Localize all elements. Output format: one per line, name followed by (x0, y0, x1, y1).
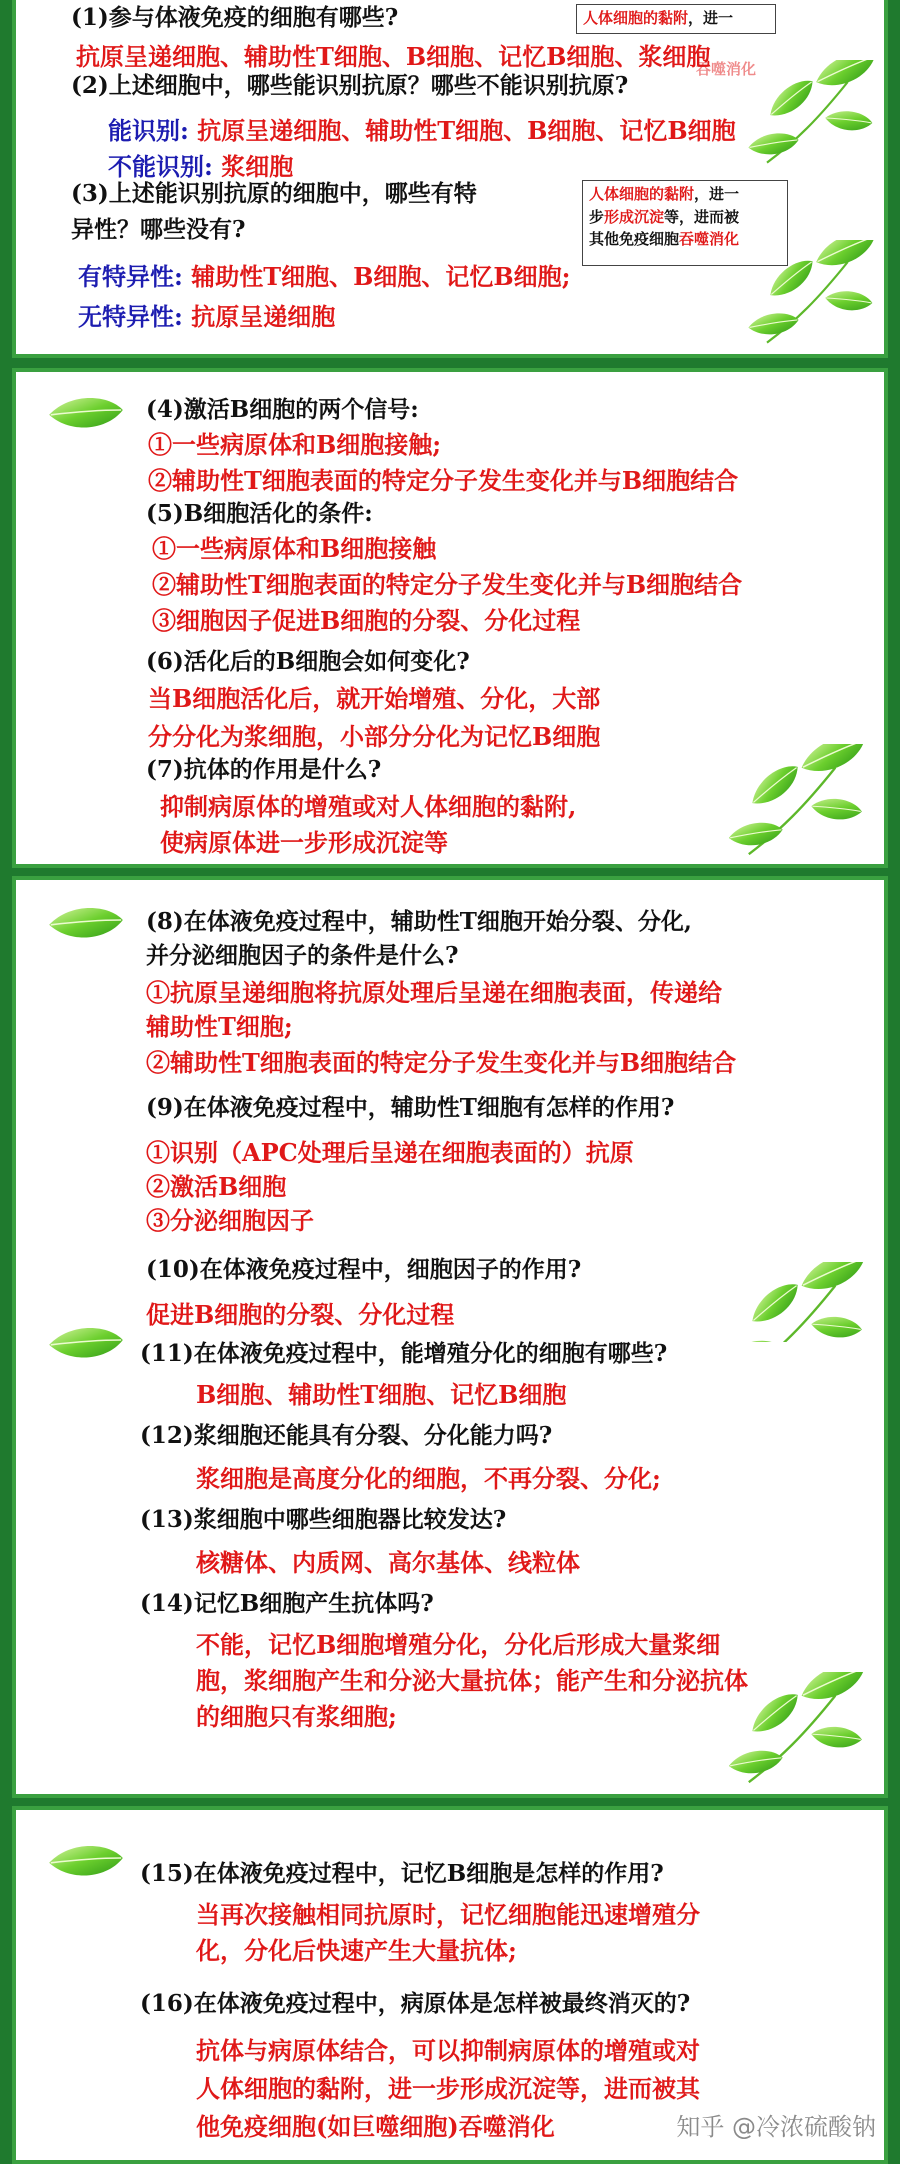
zhihu-watermark: 知乎 @冷浓硫酸钠 (676, 2113, 876, 2141)
single-leaf-icon (46, 1324, 126, 1364)
answer-2b: 不能识别: 浆细胞 (108, 152, 294, 181)
answer-4-1: ①一些病原体和B细胞接触; (148, 430, 442, 459)
answer-8-2: 辅助性T细胞; (146, 1012, 293, 1041)
question-1: (1)参与体液免疫的细胞有哪些? (71, 4, 399, 31)
question-4: (4)激活B细胞的两个信号: (146, 396, 419, 423)
answer-16-3: 他免疫细胞(如巨噬细胞)吞噬消化 (196, 2112, 555, 2141)
answer-15-2: 化，分化后快速产生大量抗体; (196, 1936, 517, 1965)
question-8-line1: (8)在体液免疫过程中，辅助性T细胞开始分裂、分化, (146, 908, 692, 935)
answer-8-3: ②辅助性T细胞表面的特定分子发生变化并与B细胞结合 (146, 1048, 737, 1077)
note-box-top: 人体细胞的黏附，进一 (576, 4, 776, 34)
answer-9-2: ②激活B细胞 (146, 1172, 287, 1201)
answer-3b: 无特异性: 抗原呈递细胞 (78, 302, 336, 331)
answer-6-1: 当B细胞活化后，就开始增殖、分化，大部 (148, 684, 601, 713)
answer-6-2: 分分化为浆细胞，小部分分化为记忆B细胞 (148, 722, 601, 751)
answer-5-3: ③细胞因子促进B细胞的分裂、分化过程 (152, 606, 581, 635)
question-14: (14)记忆B细胞产生抗体吗? (140, 1590, 434, 1617)
label-specific: 有特异性: (78, 262, 183, 291)
single-leaf-icon (46, 904, 126, 944)
question-3-line1: (3)上述能识别抗原的细胞中，哪些有特 (71, 180, 477, 207)
question-6: (6)活化后的B细胞会如何变化? (146, 648, 470, 675)
answer-16-2: 人体细胞的黏附，进一步形成沉淀等，进而被其 (196, 2074, 700, 2103)
leaf-cluster-icon (736, 60, 886, 170)
question-7: (7)抗体的作用是什么? (146, 756, 382, 783)
answer-1: 抗原呈递细胞、辅助性T细胞、B细胞、记忆B细胞、浆细胞 (76, 42, 711, 71)
note-fragment: 吞噬消化 (696, 60, 757, 78)
answer-10: 促进B细胞的分裂、分化过程 (146, 1300, 455, 1329)
question-12: (12)浆细胞还能具有分裂、分化能力吗? (140, 1422, 553, 1449)
answer-5-1: ①一些病原体和B细胞接触 (152, 534, 437, 563)
answer-12: 浆细胞是高度分化的细胞，不再分裂、分化; (196, 1464, 661, 1493)
slide-2 (12, 368, 888, 868)
answer-9-1: ①识别（APC处理后呈递在细胞表面的）抗原 (146, 1138, 634, 1167)
label-can-recognize: 能识别: (108, 116, 189, 145)
answer-9-3: ③分泌细胞因子 (146, 1206, 314, 1235)
label-cannot-recognize: 不能识别: (108, 152, 213, 181)
note-box: 人体细胞的黏附，进一 步形成沉淀等，进而被 其他免疫细胞吞噬消化 (582, 180, 788, 266)
answer-7-2: 使病原体进一步形成沉淀等 (160, 828, 448, 857)
leaf-cluster-icon (736, 240, 886, 350)
answer-3a: 有特异性: 辅助性T细胞、B细胞、记忆B细胞; (78, 262, 571, 291)
leaf-cluster-icon (716, 744, 876, 862)
leaf-cluster-icon (716, 1672, 876, 1790)
answer-13: 核糖体、内质网、高尔基体、线粒体 (196, 1548, 580, 1577)
answer-14-2: 胞，浆细胞产生和分泌大量抗体；能产生和分泌抗体 (196, 1666, 748, 1695)
question-2: (2)上述细胞中，哪些能识别抗原？哪些不能识别抗原? (71, 72, 629, 99)
answer-2a: 能识别: 抗原呈递细胞、辅助性T细胞、B细胞、记忆B细胞 (108, 116, 736, 145)
answer-4-2: ②辅助性T细胞表面的特定分子发生变化并与B细胞结合 (148, 466, 739, 495)
question-13: (13)浆细胞中哪些细胞器比较发达? (140, 1506, 507, 1533)
answer-14-1: 不能，记忆B细胞增殖分化，分化后形成大量浆细 (196, 1630, 721, 1659)
question-5: (5)B细胞活化的条件: (146, 500, 373, 527)
question-11: (11)在体液免疫过程中，能增殖分化的细胞有哪些? (140, 1340, 668, 1367)
question-16: (16)在体液免疫过程中，病原体是怎样被最终消灭的? (140, 1990, 691, 2017)
single-leaf-icon (46, 394, 126, 434)
answer-15-1: 当再次接触相同抗原时，记忆细胞能迅速增殖分 (196, 1900, 700, 1929)
single-leaf-icon (46, 1842, 126, 1882)
answer-14-3: 的细胞只有浆细胞; (196, 1702, 397, 1731)
answer-7-1: 抑制病原体的增殖或对人体细胞的黏附, (160, 792, 577, 821)
answer-5-2: ②辅助性T细胞表面的特定分子发生变化并与B细胞结合 (152, 570, 743, 599)
label-nonspecific: 无特异性: (78, 302, 183, 331)
question-10: (10)在体液免疫过程中，细胞因子的作用? (146, 1256, 582, 1283)
answer-11: B细胞、辅助性T细胞、记忆B细胞 (196, 1380, 567, 1409)
question-3-line2: 异性？哪些没有? (71, 216, 246, 243)
slide-1 (12, 0, 888, 358)
answer-8-1: ①抗原呈递细胞将抗原处理后呈递在细胞表面，传递给 (146, 978, 722, 1007)
question-9: (9)在体液免疫过程中，辅助性T细胞有怎样的作用? (146, 1094, 675, 1121)
slide-3 (12, 876, 888, 1798)
answer-16-1: 抗体与病原体结合，可以抑制病原体的增殖或对 (196, 2036, 700, 2065)
leaf-cluster-icon (716, 1262, 876, 1342)
question-8-line2: 并分泌细胞因子的条件是什么? (146, 942, 459, 969)
question-15: (15)在体液免疫过程中，记忆B细胞是怎样的作用? (140, 1860, 664, 1887)
